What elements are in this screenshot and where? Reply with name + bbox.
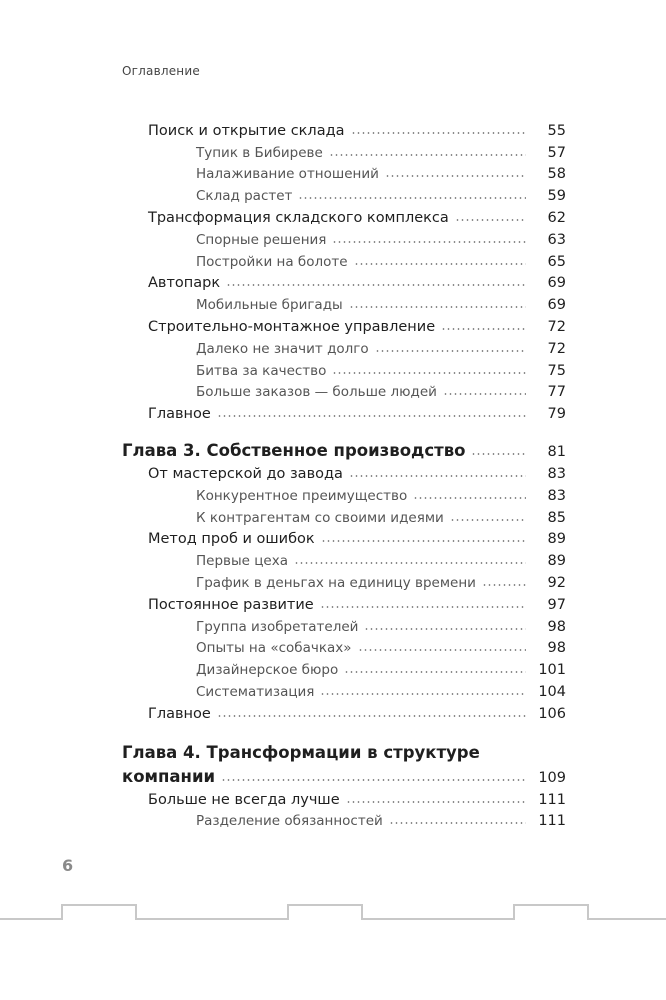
toc-entry-page: 109: [538, 769, 566, 786]
toc-entry[interactable]: [148, 117, 566, 139]
toc-entry-title: Постройки на болоте: [196, 253, 348, 270]
dot-leader: [471, 452, 526, 456]
toc-entry[interactable]: [148, 204, 566, 226]
toc-entry-title: Дизайнерское бюро: [196, 662, 339, 679]
dot-leader: [450, 518, 526, 522]
toc-entry-page: 101: [538, 662, 566, 679]
toc-entry-title: График в деньгах на единицу времени: [196, 574, 476, 591]
toc-entry-page: 77: [547, 384, 566, 401]
toc-entry-page: 85: [547, 509, 566, 526]
toc-entry-page: 72: [547, 318, 566, 335]
toc-entry-title: Поиск и открытие склада: [148, 122, 345, 139]
toc-entry-title: Склад растет: [196, 188, 293, 205]
toc-entry-title: Постоянное развитие: [148, 596, 314, 613]
toc-entry-title: К контрагентам со своими идеями: [196, 509, 444, 526]
dot-leader: [298, 196, 526, 200]
toc-entry[interactable]: [196, 161, 566, 183]
dot-leader: [217, 714, 526, 718]
toc-entry-title: Строительно-монтажное управление: [148, 318, 436, 335]
toc-entry-title: Трансформация складского комплекса: [148, 209, 449, 226]
toc-entry-page: 75: [547, 362, 566, 379]
toc-entry[interactable]: [148, 591, 566, 613]
toc-entry[interactable]: [196, 635, 566, 657]
toc-entry-page: 59: [547, 188, 566, 205]
toc-entry[interactable]: [196, 613, 566, 635]
toc-entry-title: Главное: [148, 705, 211, 722]
toc-entry-title: Разделение обязанностей: [196, 813, 383, 830]
toc-entry-page: 98: [547, 618, 566, 635]
toc-entry[interactable]: [196, 808, 566, 830]
toc-entry[interactable]: [196, 291, 566, 313]
toc-entry-page: 111: [538, 791, 566, 808]
toc-chapter-title-line[interactable]: [122, 736, 566, 762]
toc-entry[interactable]: [196, 482, 566, 504]
toc-entry-page: 81: [547, 444, 566, 461]
toc-entry-page: 58: [547, 166, 566, 183]
toc-entry-page: 83: [547, 487, 566, 504]
toc-entry-title: Автопарк: [148, 275, 221, 292]
dot-leader: [375, 349, 526, 353]
toc-entry[interactable]: [148, 460, 566, 482]
toc-entry[interactable]: [196, 504, 566, 526]
toc-entry-title: Систематизация: [196, 683, 315, 700]
toc-entry-page: 97: [547, 596, 566, 613]
toc-entry[interactable]: [148, 700, 566, 722]
toc-entry[interactable]: [196, 335, 566, 357]
toc-entry-page: 106: [538, 705, 566, 722]
toc-entry-title: Налаживание отношений: [196, 166, 379, 183]
toc-entry-page: 69: [547, 275, 566, 292]
toc-entry-page: 57: [547, 144, 566, 161]
dot-leader: [349, 305, 526, 309]
dot-leader: [413, 496, 526, 500]
toc-entry-title: Конкурентное преимущество: [196, 487, 408, 504]
toc-entry[interactable]: [196, 139, 566, 161]
dot-leader: [217, 414, 526, 418]
toc-entry-title: Больше не всегда лучше: [148, 791, 340, 808]
dot-leader: [294, 561, 526, 565]
toc-entry-title: Главное: [148, 406, 211, 423]
dot-leader: [364, 627, 526, 631]
toc-entry-title: От мастерской до завода: [148, 465, 343, 482]
toc-entry-title: Больше заказов — больше людей: [196, 384, 437, 401]
toc-chapter-entry[interactable]: [122, 762, 566, 786]
toc-entry-title: Метод проб и ошибок: [148, 531, 315, 548]
toc-entry-page: 62: [547, 209, 566, 226]
toc-entry-page: 89: [547, 553, 566, 570]
toc-chapter-title: Глава 3. Собственное производство: [122, 441, 466, 461]
toc-entry[interactable]: [196, 248, 566, 270]
toc-entry-title: Первые цеха: [196, 553, 288, 570]
dot-leader: [321, 539, 526, 543]
toc-entry-title: Группа изобретателей: [196, 618, 359, 635]
toc-entry-title: Спорные решения: [196, 231, 327, 248]
toc-chapter-title: компании: [122, 766, 216, 786]
table-of-contents: [0, 117, 666, 829]
toc-entry-page: 63: [547, 231, 566, 248]
dot-leader: [332, 371, 526, 375]
toc-entry-page: 92: [547, 574, 566, 591]
dot-leader: [385, 174, 526, 178]
dot-leader: [358, 648, 526, 652]
section-gap: [0, 422, 666, 436]
toc-entry-page: 104: [538, 683, 566, 700]
dot-leader: [349, 474, 526, 478]
dot-leader: [320, 605, 526, 609]
toc-entry[interactable]: [196, 547, 566, 569]
dot-leader: [329, 153, 526, 157]
dot-leader: [351, 131, 527, 135]
toc-entry[interactable]: [196, 656, 566, 678]
toc-entry-title: Опыты на «собачках»: [196, 640, 352, 657]
toc-entry-title: Битва за качество: [196, 362, 327, 379]
dot-leader: [482, 583, 526, 587]
dot-leader: [221, 778, 526, 782]
toc-entry[interactable]: [196, 379, 566, 401]
toc-entry[interactable]: [148, 400, 566, 422]
toc-entry-page: 98: [547, 640, 566, 657]
dot-leader: [389, 821, 526, 825]
toc-entry-page: 83: [547, 465, 566, 482]
toc-entry[interactable]: [148, 270, 566, 292]
dot-leader: [226, 283, 526, 287]
toc-chapter-entry[interactable]: [122, 436, 566, 460]
toc-entry[interactable]: [196, 182, 566, 204]
toc-entry-page: 111: [538, 813, 566, 830]
toc-entry[interactable]: [148, 526, 566, 548]
toc-entry-page: 79: [547, 406, 566, 423]
dot-leader: [320, 692, 526, 696]
dot-leader: [332, 240, 526, 244]
dot-leader: [354, 262, 526, 266]
toc-entry-title: Далеко не значит долго: [196, 340, 369, 357]
dot-leader: [455, 218, 526, 222]
toc-entry-page: 72: [547, 340, 566, 357]
decorative-footer-line: [0, 895, 666, 925]
toc-entry[interactable]: [148, 786, 566, 808]
toc-entry-title: Мобильные бригады: [196, 297, 343, 314]
toc-entry-page: 89: [547, 531, 566, 548]
running-head: Оглавление: [122, 64, 200, 78]
toc-entry[interactable]: [196, 226, 566, 248]
toc-entry[interactable]: [196, 357, 566, 379]
dot-leader: [344, 670, 526, 674]
dot-leader: [346, 800, 526, 804]
toc-entry[interactable]: [148, 313, 566, 335]
toc-entry-page: 69: [547, 297, 566, 314]
toc-entry-title: Тупик в Бибиреве: [196, 144, 323, 161]
page-number: 6: [62, 856, 74, 875]
toc-entry-page: 65: [547, 253, 566, 270]
toc-entry[interactable]: [196, 569, 566, 591]
toc-chapter-title: Глава 4. Трансформации в структуре: [122, 742, 480, 762]
dot-leader: [443, 392, 526, 396]
dot-leader: [441, 327, 526, 331]
toc-entry[interactable]: [196, 678, 566, 700]
section-gap: [0, 722, 666, 736]
toc-entry-page: 55: [547, 122, 566, 139]
